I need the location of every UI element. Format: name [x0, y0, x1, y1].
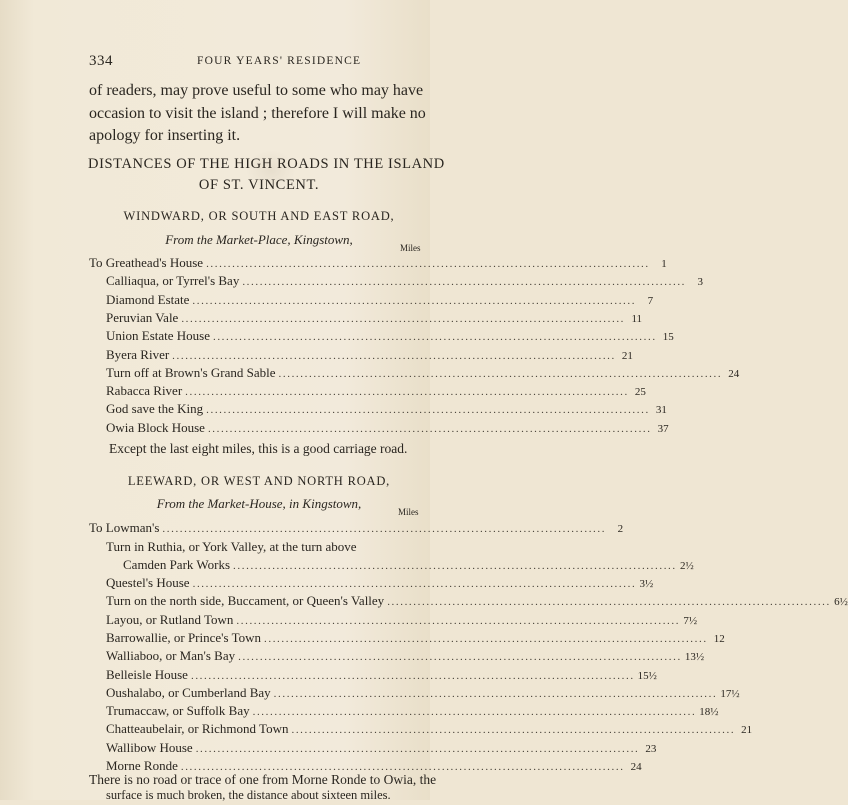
place-name: Layou, or Rutland Town	[106, 611, 234, 627]
table-row	[106, 629, 725, 648]
dot-leader: ......................................................................................................	[291, 724, 736, 737]
dot-leader: ......................................................................................................	[233, 560, 677, 572]
table-row	[106, 346, 633, 365]
distance-miles: 21	[621, 349, 633, 362]
dot-leader: ......................................................................................................	[192, 294, 637, 307]
distance-miles: 24	[728, 367, 740, 380]
dot-leader: ......................................................................................................	[206, 404, 650, 417]
running-head	[89, 53, 430, 71]
dot-leader: ......................................................................................................	[238, 651, 682, 664]
distance-miles: 15	[662, 331, 674, 344]
table-row	[106, 648, 705, 666]
place-name: Byera River	[106, 346, 170, 362]
place-name: Questel's House	[106, 575, 190, 590]
place-name: To Lowman's	[89, 520, 160, 535]
place-name: Wallibow House	[106, 739, 193, 755]
dot-leader: ......................................................................................................	[172, 349, 616, 362]
place-name: Camden Park Works	[123, 557, 231, 572]
table-row	[106, 666, 657, 685]
distance-miles: 7	[647, 294, 654, 307]
distance-miles: 2½	[680, 560, 694, 572]
distance-miles: 6½	[834, 596, 848, 609]
distance-miles: 13½	[684, 651, 705, 664]
leeward-subheading: From the Market-House, in Kingstown,	[156, 496, 362, 511]
table-title-line1: DISTANCES OF THE HIGH ROADS IN THE ISLAND	[88, 156, 445, 172]
table-row	[106, 611, 698, 630]
windward-note: Except the last eight miles, this is a good carriage road.	[109, 441, 408, 456]
table-row	[106, 401, 667, 419]
table-row	[106, 575, 654, 593]
page-number: 334	[89, 53, 113, 69]
place-name: Chatteaubelair, or Richmond Town	[106, 721, 289, 737]
dot-leader: ......................................................................................................	[242, 276, 687, 289]
table-row	[106, 703, 719, 721]
dot-leader: ......................................................................................................	[252, 706, 697, 719]
dot-leader: ......................................................................................................	[192, 578, 637, 590]
place-name: To Greathead's House	[89, 255, 204, 270]
place-name: Turn off at Brown's Grand Sable	[106, 364, 276, 380]
intro-paragraph	[89, 80, 429, 148]
intro-line: of readers, may prove useful to some who may have	[89, 82, 424, 99]
table-row	[106, 309, 643, 328]
distance-miles: 23	[645, 742, 657, 755]
place-name: Oushalabo, or Cumberland Bay	[106, 684, 271, 700]
dot-leader: ......................................................................................................	[190, 669, 635, 682]
table-row	[106, 328, 674, 346]
windward-miles-label: Miles	[400, 243, 421, 253]
place-name: Trumaccaw, or Suffolk Bay	[106, 703, 250, 719]
table-row	[106, 721, 753, 739]
running-title: FOUR YEARS' RESIDENCE	[197, 55, 362, 67]
place-name: Peruvian Vale	[106, 309, 179, 325]
table-row	[106, 419, 669, 438]
ruthia-line: Turn in Ruthia, or York Valley, at the turn above	[106, 539, 357, 554]
table-row	[123, 557, 694, 575]
distance-miles: 18½	[699, 706, 719, 719]
place-name: Belleisle House	[106, 666, 188, 682]
dot-leader: ......................................................................................................	[236, 614, 681, 627]
table-row	[106, 291, 654, 310]
dot-leader: ......................................................................................................	[207, 422, 652, 435]
distance-miles: 25	[634, 386, 646, 399]
dot-leader: ......................................................................................................	[180, 761, 625, 773]
distance-miles: 37	[657, 422, 669, 435]
place-name: Turn on the north side, Buccament, or Queen's Valley	[106, 593, 385, 609]
distance-miles: 24	[630, 761, 642, 773]
leeward-heading: LEEWARD, OR WEST AND NORTH ROAD,	[127, 474, 391, 488]
place-name: Morne Ronde	[106, 758, 178, 773]
distance-miles: 15½	[637, 669, 657, 682]
dot-leader: ......................................................................................................	[206, 258, 650, 270]
distance-miles: 1	[661, 258, 667, 270]
dot-leader: ......................................................................................................	[278, 367, 723, 380]
table-row	[106, 684, 740, 703]
table-row	[89, 520, 624, 538]
table-title-line2: OF ST. VINCENT.	[198, 177, 320, 193]
dot-leader: ......................................................................................................	[264, 632, 708, 645]
distance-miles: 31	[655, 404, 667, 417]
closing-line2: surface is much broken, the distance about sixteen miles.	[106, 788, 391, 802]
table-row	[106, 364, 740, 383]
table-row	[106, 383, 646, 401]
dot-leader: ......................................................................................................	[273, 687, 718, 700]
dot-leader: ......................................................................................................	[181, 312, 626, 325]
intro-line: apology for inserting it.	[89, 127, 241, 144]
distance-miles: 17½	[720, 687, 740, 700]
distance-miles: 7½	[683, 614, 698, 627]
place-name: Rabacca River	[106, 383, 183, 399]
windward-heading: WINDWARD, OR SOUTH AND EAST ROAD,	[123, 209, 395, 223]
distance-miles: 12	[713, 632, 725, 645]
table-row	[89, 255, 667, 273]
dot-leader: ......................................................................................................	[185, 386, 629, 399]
place-name: God save the King	[106, 401, 204, 417]
intro-line: occasion to visit the island ; therefore I will make no	[89, 104, 426, 122]
distance-miles: 21	[741, 724, 753, 737]
distance-miles: 3½	[639, 578, 654, 590]
windward-subheading: From the Market-Place, Kingstown,	[165, 232, 353, 247]
table-row	[106, 739, 657, 758]
distance-miles: 2	[617, 523, 624, 535]
place-name: Union Estate House	[106, 328, 210, 344]
distance-miles: 11	[631, 312, 643, 325]
place-name: Walliaboo, or Man's Bay	[106, 648, 236, 664]
place-name: Diamond Estate	[106, 291, 190, 307]
dot-leader: ......................................................................................................	[195, 742, 640, 755]
dot-leader: ......................................................................................................	[387, 596, 831, 609]
distance-miles: 3	[697, 276, 704, 289]
table-row	[106, 593, 848, 611]
leeward-miles-label: Miles	[398, 507, 419, 517]
closing-line1: There is no road or trace of one from Morne Ronde to Owia, the	[89, 772, 437, 787]
dot-leader: ......................................................................................................	[162, 523, 607, 535]
place-name: Barrowallie, or Prince's Town	[106, 629, 261, 645]
table-row	[106, 273, 704, 291]
place-name: Calliaqua, or Tyrrel's Bay	[106, 273, 240, 289]
dot-leader: ......................................................................................................	[212, 331, 657, 344]
place-name: Owia Block House	[106, 419, 205, 435]
